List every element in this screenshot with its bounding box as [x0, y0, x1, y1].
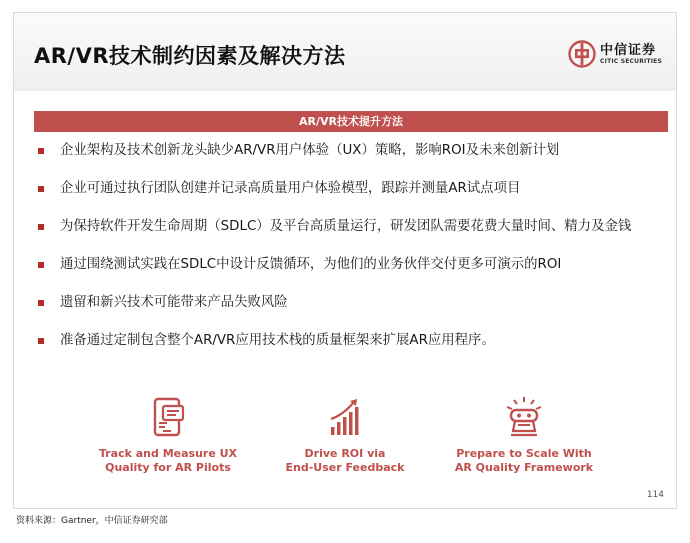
- bullet-text: 企业架构及技术创新龙头缺少AR/VR用户体验（UX）策略，影响ROI及未来创新计划: [60, 143, 560, 158]
- feature-drive-roi: [270, 395, 420, 475]
- bullet-square-icon: [38, 148, 44, 154]
- section-banner: AR/VR技术提升方法: [34, 111, 668, 132]
- vr-headset-icon: [502, 395, 546, 439]
- bullet-square-icon: [38, 338, 44, 344]
- bullet-item: [34, 142, 664, 160]
- growth-chart-icon: [323, 395, 367, 439]
- bullet-text: 通过围绕测试实践在SDLC中设计反馈循环，为他们的业务伙伴交付更多可演示的ROI: [60, 257, 562, 272]
- citic-logo: [568, 40, 662, 68]
- feature-caption-line2: End-User Feedback: [285, 461, 405, 474]
- source-note: 资料来源：Gartner，中信证券研究部: [16, 516, 168, 526]
- logo-en: CITIC SECURITIES: [600, 57, 662, 65]
- page-number: 114: [646, 490, 664, 500]
- bullet-list: [34, 142, 664, 350]
- bullet-item: [34, 218, 664, 236]
- feature-caption-line1: Prepare to Scale With: [456, 447, 592, 460]
- feature-scale-ar: [449, 395, 599, 475]
- logo-cn: 中信证券: [600, 42, 657, 58]
- feature-caption-line2: AR Quality Framework: [454, 461, 594, 474]
- feature-track-ux: [93, 395, 243, 475]
- bullet-item: [34, 256, 664, 274]
- tablet-checklist-icon: [146, 395, 190, 439]
- page-title: AR/VR技术制约因素及解决方法: [34, 44, 346, 68]
- bullet-text: 为保持软件开发生命周期（SDLC）及平台高质量运行，研发团队需要花费大量时间、精力及金钱: [60, 219, 632, 234]
- bullet-square-icon: [38, 300, 44, 306]
- feature-caption-line1: Drive ROI via: [304, 447, 386, 460]
- slide-header: [14, 13, 676, 91]
- bullet-text: 准备通过定制包含整个AR/VR应用技术栈的质量框架来扩展AR应用程序。: [60, 333, 495, 348]
- feature-caption-line1: Track and Measure UX: [98, 447, 238, 460]
- feature-caption-line2: Quality for AR Pilots: [105, 461, 231, 474]
- bullet-item: [34, 332, 664, 350]
- bullet-square-icon: [38, 262, 44, 268]
- bullet-text: 企业可通过执行团队创建并记录高质量用户体验模型，跟踪并测量AR试点项目: [60, 181, 521, 196]
- bullet-item: [34, 294, 664, 312]
- bullet-square-icon: [38, 186, 44, 192]
- bullet-square-icon: [38, 224, 44, 230]
- bullet-text: 遗留和新兴技术可能带来产品失败风险: [60, 295, 288, 310]
- slide: [13, 12, 677, 509]
- bullet-item: [34, 180, 664, 198]
- citic-logo-icon: [568, 40, 596, 68]
